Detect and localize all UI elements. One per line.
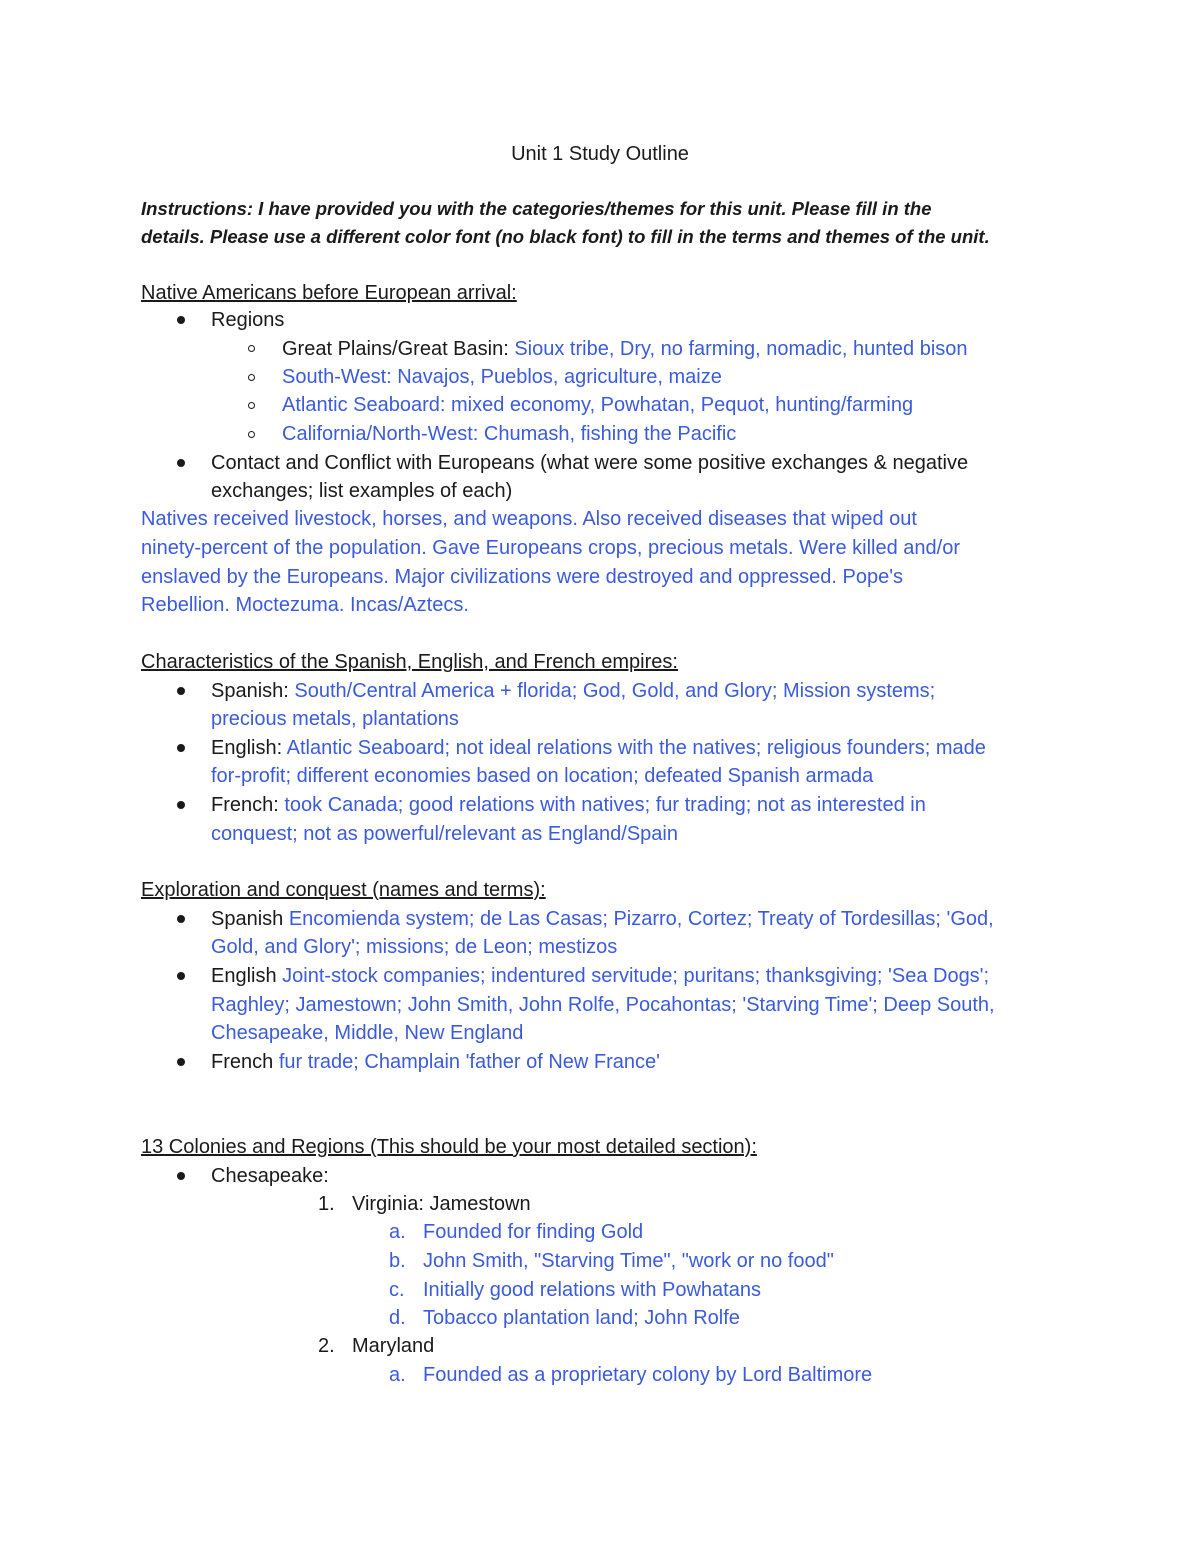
colony-detail: Initially good relations with Powhatans bbox=[423, 1279, 761, 1301]
list-letter: d. bbox=[389, 1307, 406, 1329]
empire-detail: precious metals, plantations bbox=[211, 708, 459, 730]
bullet-icon bbox=[177, 801, 185, 809]
empire-label: Spanish: bbox=[211, 680, 295, 702]
exploration-label: English bbox=[211, 965, 283, 987]
contact-answer-line: enslaved by the Europeans. Major civilizations were destroyed and oppressed. Pope's bbox=[141, 566, 904, 588]
empire-item bbox=[211, 791, 926, 819]
region-detail: Sioux tribe, Dry, no farming, nomadic, hunted bison bbox=[514, 338, 968, 360]
circle-bullet-icon bbox=[248, 402, 255, 409]
colony-name: Maryland bbox=[352, 1335, 435, 1357]
region-label: Great Plains/Great Basin: bbox=[282, 338, 515, 360]
empire-detail: conquest; not as powerful/relevant as England/Spain bbox=[211, 823, 678, 845]
exploration-detail: Encomienda system; de Las Casas; Pizarro, Cortez; Treaty of Tordesillas; 'God, bbox=[288, 908, 994, 930]
list-letter: b. bbox=[389, 1250, 406, 1272]
circle-bullet-icon bbox=[248, 345, 255, 352]
exploration-detail: Gold, and Glory'; missions; de Leon; mestizos bbox=[211, 936, 618, 958]
region-detail: South-West: Navajos, Pueblos, agriculture, maize bbox=[282, 366, 722, 388]
bullet-icon bbox=[177, 687, 185, 695]
empire-item bbox=[211, 734, 986, 762]
colony-detail: Tobacco plantation land; John Rolfe bbox=[423, 1307, 740, 1329]
colony-detail: Founded for finding Gold bbox=[423, 1221, 644, 1243]
bullet-icon bbox=[177, 915, 185, 923]
contact-label-line-2: exchanges; list examples of each) bbox=[211, 480, 513, 502]
colony-detail: John Smith, "Starving Time", "work or no food" bbox=[423, 1250, 834, 1272]
exploration-item bbox=[211, 1048, 660, 1076]
circle-bullet-icon bbox=[248, 374, 255, 381]
bullet-icon bbox=[177, 972, 185, 980]
region-item bbox=[282, 335, 968, 363]
exploration-detail: Chesapeake, Middle, New England bbox=[211, 1022, 524, 1044]
regions-label: Regions bbox=[211, 309, 285, 331]
contact-answer-line: Natives received livestock, horses, and weapons. Also received diseases that wiped out bbox=[141, 508, 917, 530]
exploration-detail: Raghley; Jamestown; John Smith, John Rolfe, Pocahontas; 'Starving Time'; Deep South, bbox=[211, 994, 995, 1016]
exploration-item bbox=[211, 905, 994, 933]
empire-detail: for-profit; different economies based on location; defeated Spanish armada bbox=[211, 765, 874, 787]
exploration-detail: fur trade; Champlain 'father of New France' bbox=[278, 1051, 660, 1073]
empire-detail: South/Central America + florida; God, Gold, and Glory; Mission systems; bbox=[294, 680, 936, 702]
list-letter: a. bbox=[389, 1364, 406, 1386]
empire-detail: took Canada; good relations with natives; fur trading; not as interested in bbox=[284, 794, 926, 816]
bullet-icon bbox=[177, 316, 185, 324]
section-heading-exploration: Exploration and conquest (names and terms): bbox=[141, 879, 546, 901]
contact-label-line-1: Contact and Conflict with Europeans (what were some positive exchanges & negative bbox=[211, 452, 969, 474]
region-detail: Atlantic Seaboard: mixed economy, Powhatan, Pequot, hunting/farming bbox=[282, 394, 914, 416]
empire-label: French: bbox=[211, 794, 285, 816]
exploration-item bbox=[211, 962, 989, 990]
region-detail: California/North-West: Chumash, fishing the Pacific bbox=[282, 423, 737, 445]
exploration-label: Spanish bbox=[211, 908, 289, 930]
bullet-icon bbox=[177, 1058, 185, 1066]
list-number: 1. bbox=[318, 1193, 335, 1215]
page-title: Unit 1 Study Outline bbox=[511, 143, 689, 165]
instructions-line-2: details. Please use a different color font (no black font) to fill in the terms and themes of the unit. bbox=[141, 226, 990, 247]
instructions-line-1: Instructions: I have provided you with the categories/themes for this unit. Please fill in the bbox=[141, 198, 932, 219]
bullet-icon bbox=[177, 1172, 185, 1180]
contact-answer-line: Rebellion. Moctezuma. Incas/Aztecs. bbox=[141, 594, 469, 616]
empire-label: English: bbox=[211, 737, 287, 759]
circle-bullet-icon bbox=[248, 431, 255, 438]
section-heading-empires: Characteristics of the Spanish, English, and French empires: bbox=[141, 651, 678, 673]
bullet-icon bbox=[177, 459, 185, 467]
empire-item bbox=[211, 677, 935, 705]
list-number: 2. bbox=[318, 1335, 335, 1357]
colony-detail: Founded as a proprietary colony by Lord Baltimore bbox=[423, 1364, 873, 1386]
section-heading-native: Native Americans before European arrival: bbox=[141, 282, 517, 304]
list-letter: c. bbox=[389, 1279, 405, 1301]
list-letter: a. bbox=[389, 1221, 406, 1243]
exploration-label: French bbox=[211, 1051, 279, 1073]
section-heading-colonies: 13 Colonies and Regions (This should be your most detailed section): bbox=[141, 1136, 757, 1158]
exploration-detail: Joint-stock companies; indentured servitude; puritans; thanksgiving; 'Sea Dogs'; bbox=[282, 965, 990, 987]
region-name: Chesapeake: bbox=[211, 1165, 329, 1187]
bullet-icon bbox=[177, 744, 185, 752]
empire-detail: Atlantic Seaboard; not ideal relations with the natives; religious founders; made bbox=[286, 737, 986, 759]
contact-answer-line: ninety-percent of the population. Gave Europeans crops, precious metals. Were killed and/or bbox=[141, 537, 960, 559]
colony-name: Virginia: Jamestown bbox=[352, 1193, 531, 1215]
